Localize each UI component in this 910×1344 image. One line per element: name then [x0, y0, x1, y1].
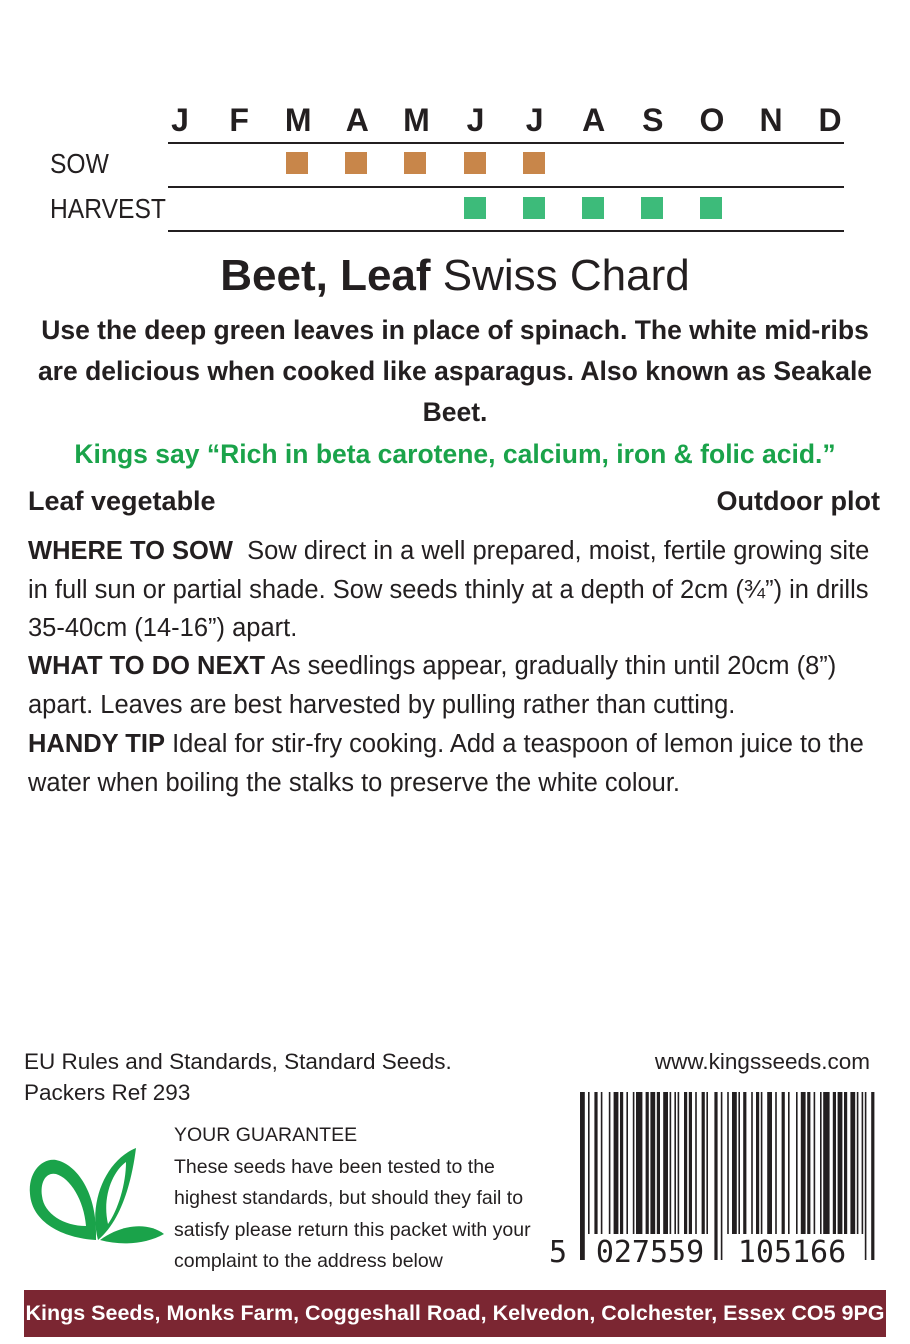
barcode-bar: [767, 1092, 772, 1234]
barcode-bar: [678, 1092, 680, 1234]
calendar-rule: [168, 142, 844, 144]
calendar-rule: [168, 230, 844, 232]
barcode-bar: [743, 1092, 746, 1234]
product-description: Use the deep green leaves in place of spinach. The white mid-ribs are delicious when cooked like asparagus. Also known as Seakale Beet.: [37, 315, 873, 427]
barcode-bar: [706, 1092, 708, 1234]
calendar-rule: [168, 186, 844, 188]
month-label: S: [642, 102, 664, 138]
guarantee-heading: YOUR GUARANTEE: [174, 1124, 358, 1146]
where-to-sow-section: [28, 532, 878, 648]
barcode-bar: [674, 1092, 676, 1234]
sow-month-mark: [404, 152, 426, 174]
barcode-bar: [580, 1092, 585, 1260]
sow-month-mark: [523, 152, 545, 174]
website-link[interactable]: www.kingsseeds.com: [654, 1049, 870, 1074]
barcode-bar: [636, 1092, 642, 1234]
barcode-first-digit: 5: [548, 1235, 568, 1268]
handy-tip-heading: HANDY TIP: [28, 730, 165, 758]
barcode-bar: [614, 1092, 619, 1234]
barcode-bar: [732, 1092, 737, 1234]
where-to-sow-heading: WHERE TO SOW: [28, 537, 233, 565]
barcode-bar: [823, 1092, 829, 1234]
month-label: N: [759, 102, 783, 138]
barcode-bar: [633, 1092, 635, 1234]
barcode-bar: [670, 1092, 672, 1234]
sow-month-mark: [286, 152, 308, 174]
barcode-bar: [833, 1092, 836, 1234]
barcode-bar: [775, 1092, 777, 1234]
guarantee-text: These seeds have been tested to the highest standards, but should they fail to satisfy please return this packet with your complaint to the address below: [174, 1155, 531, 1272]
barcode-bar: [850, 1092, 855, 1234]
barcode-bar: [801, 1092, 806, 1234]
month-label: A: [345, 102, 369, 138]
month-label: J: [466, 102, 485, 138]
barcode-bar: [689, 1092, 692, 1234]
footer-address: Kings Seeds, Monks Farm, Coggeshall Road, Kelvedon, Colchester, Essex CO5 9PG: [24, 1290, 886, 1337]
barcode-bar: [695, 1092, 697, 1234]
month-label: M: [403, 102, 430, 138]
barcode-bar: [738, 1092, 740, 1234]
barcode-bar: [788, 1092, 790, 1234]
barcode-bar: [814, 1092, 816, 1234]
barcode-left-digits: 027559: [595, 1235, 705, 1268]
what-to-do-next-text: As seedlings appear, gradually thin until 20cm (8”) apart. Leaves are best harvested by pulling rather than cutting.: [28, 652, 837, 719]
barcode-bar: [782, 1092, 785, 1234]
month-label: O: [699, 102, 725, 138]
product-title: [0, 248, 910, 304]
month-label: M: [284, 102, 312, 138]
plot-type: Outdoor plot: [716, 486, 880, 516]
barcode-bar: [663, 1092, 668, 1234]
barcode-bar: [756, 1092, 759, 1234]
what-to-do-next-heading: WHAT TO DO NEXT: [28, 652, 266, 680]
barcode-bar: [796, 1092, 798, 1234]
product-variety: Swiss Chard: [442, 251, 690, 300]
barcode-bar: [838, 1092, 843, 1234]
harvest-month-mark: [582, 197, 604, 219]
harvest-month-mark: [464, 197, 486, 219]
barcode-bar: [601, 1092, 603, 1234]
barcode-bar: [646, 1092, 649, 1234]
barcode-bar: [702, 1092, 705, 1234]
harvest-row-label: HARVEST: [50, 193, 166, 224]
barcode-bar: [609, 1092, 611, 1234]
barcode-bar: [650, 1092, 655, 1234]
barcode-bar: [751, 1092, 753, 1234]
sow-month-mark: [464, 152, 486, 174]
guarantee-block: [174, 1120, 544, 1278]
barcode-bar: [857, 1092, 859, 1234]
handy-tip-text: Ideal for stir-fry cooking. Add a teaspoon of lemon juice to the water when boiling the stalks to preserve the white colour.: [28, 730, 864, 797]
barcode-bar: [727, 1092, 729, 1234]
sow-month-mark: [345, 152, 367, 174]
barcode-bar: [721, 1092, 723, 1260]
barcode-bar: [871, 1092, 874, 1260]
barcode-bar: [657, 1092, 660, 1234]
barcode-bar: [620, 1092, 623, 1234]
kings-leaf-logo: [26, 1140, 168, 1244]
barcode-bar: [807, 1092, 810, 1234]
product-name: Beet, Leaf: [220, 251, 431, 300]
month-label: F: [229, 102, 249, 138]
month-label: J: [171, 102, 189, 138]
barcode-bar: [820, 1092, 822, 1234]
harvest-month-mark: [641, 197, 663, 219]
kings-say-quote: Kings say “Rich in beta carotene, calcium, iron & folic acid.”: [74, 439, 836, 469]
where-to-sow-text: Sow direct in a well prepared, moist, fertile growing site in full sun or partial shade. Sow seeds thinly at a depth of 2cm (¾”) in drills 35-40cm (14-16”) apart.: [28, 537, 870, 642]
month-label: J: [525, 102, 544, 138]
packers-ref: Packers Ref 293: [24, 1080, 191, 1105]
barcode-bar: [588, 1092, 590, 1234]
harvest-month-mark: [700, 197, 722, 219]
harvest-month-mark: [523, 197, 545, 219]
barcode-bar: [844, 1092, 847, 1234]
barcode-bar: [594, 1092, 597, 1234]
month-label: D: [818, 102, 842, 138]
what-to-do-next-section: [28, 647, 878, 724]
sow-row-label: SOW: [50, 148, 109, 179]
eu-rules-text: EU Rules and Standards, Standard Seeds.: [24, 1049, 452, 1074]
barcode-right-digits: 105166: [737, 1235, 847, 1268]
barcode-bar: [862, 1092, 864, 1234]
month-label: A: [582, 102, 606, 138]
barcode-bar: [714, 1092, 717, 1260]
vegetable-type: Leaf vegetable: [28, 486, 216, 516]
barcode-bar: [865, 1092, 867, 1260]
handy-tip-section: [28, 725, 878, 802]
barcode-bar: [684, 1092, 687, 1234]
barcode-bar: [761, 1092, 763, 1234]
barcode-bar: [626, 1092, 628, 1234]
barcode: [546, 1088, 884, 1268]
